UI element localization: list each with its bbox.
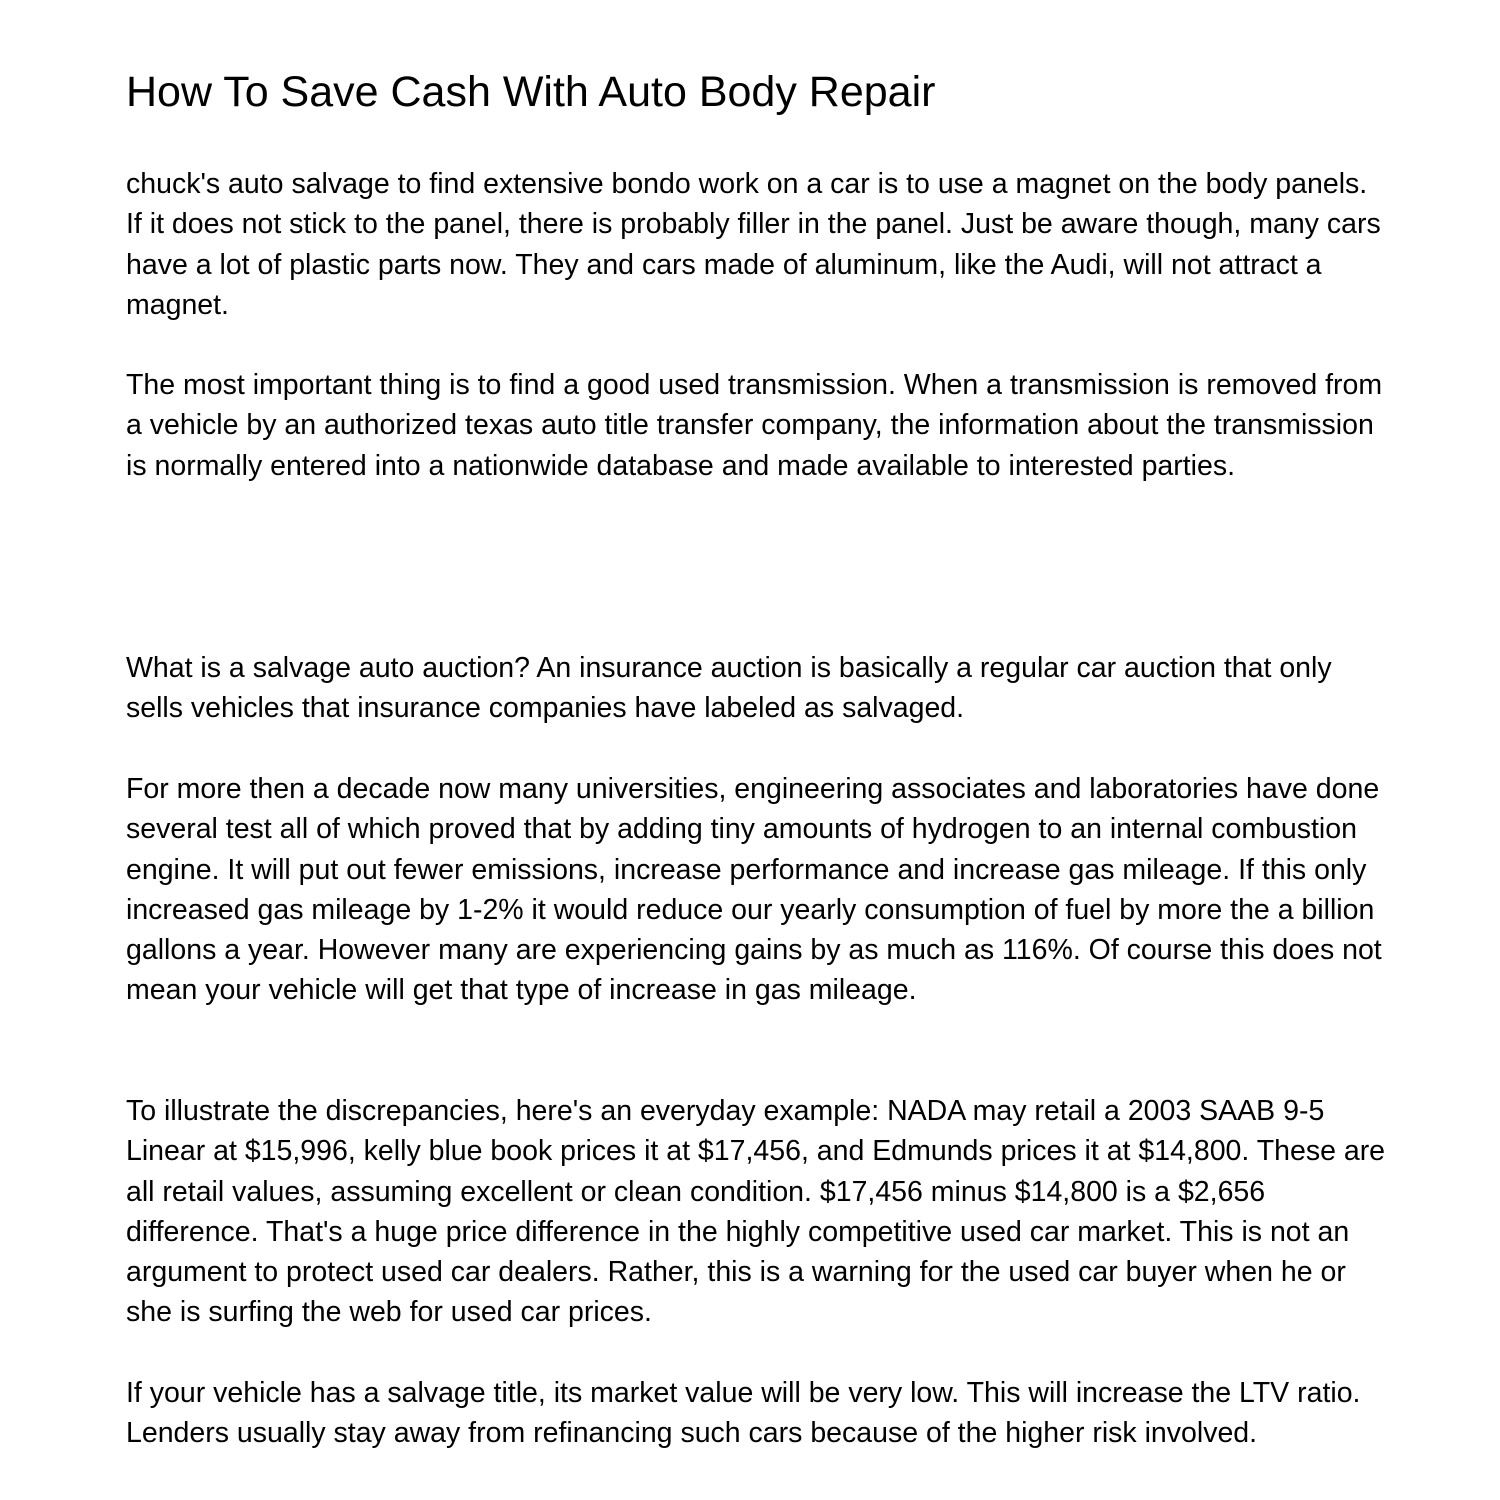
paragraph-hydrogen-engine: For more then a decade now many universities, engineering associates and laboratories have done several test all of which proved that by adding tiny amounts of hydrogen to an internal combustion engine. It will put out fewer emissions, increase performance and increase gas mileage. If this only increased gas mileage by 1-2% it would reduce our yearly consumption of fuel by more the a billion gallons a year. However many are experiencing gains by as much as 116%. Of course this does not mean your vehicle will get that type of increase in gas mileage. (126, 773, 1382, 1007)
paragraph-salvage-auction: What is a salvage auto auction? An insurance auction is basically a regular car auction that only sells vehicles that insurance companies have labeled as salvaged. (126, 652, 1332, 725)
paragraph-magnet-test: chuck's auto salvage to find extensive bondo work on a car is to use a magnet on the body panels. If it does not stick to the panel, there is probably filler in the panel. Just be aware though, many cars have a lot of plastic parts now. They and cars made of aluminum, like the Audi, will not attract a magnet. (126, 168, 1381, 321)
paragraph-used-transmission: The most important thing is to find a good used transmission. When a transmission is removed from a vehicle by an authorized texas auto title transfer company, the information about the transmission is normally entered into a nationwide database and made available to interested parties. (126, 369, 1383, 482)
paragraph-price-discrepancies: To illustrate the discrepancies, here's an everyday example: NADA may retail a 2003 SAAB 9-5 Linear at $15,996, kelly blue book prices it at $17,456, and Edmunds prices it at $14,800. These are all retail values, assuming excellent or clean condition. $17,456 minus $14,800 is a $2,656 difference. That's a huge price difference in the highly competitive used car market. This is not an argument to protect used car dealers. Rather, this is a warning for the used car buyer when he or she is surfing the web for used car prices. (126, 1095, 1386, 1329)
paragraph-salvage-title: If your vehicle has a salvage title, its market value will be very low. This will increase the LTV ratio. Lenders usually stay away from refinancing such cars because of the higher risk involved. (126, 1377, 1361, 1450)
document-title: How To Save Cash With Auto Body Repair (126, 68, 936, 116)
